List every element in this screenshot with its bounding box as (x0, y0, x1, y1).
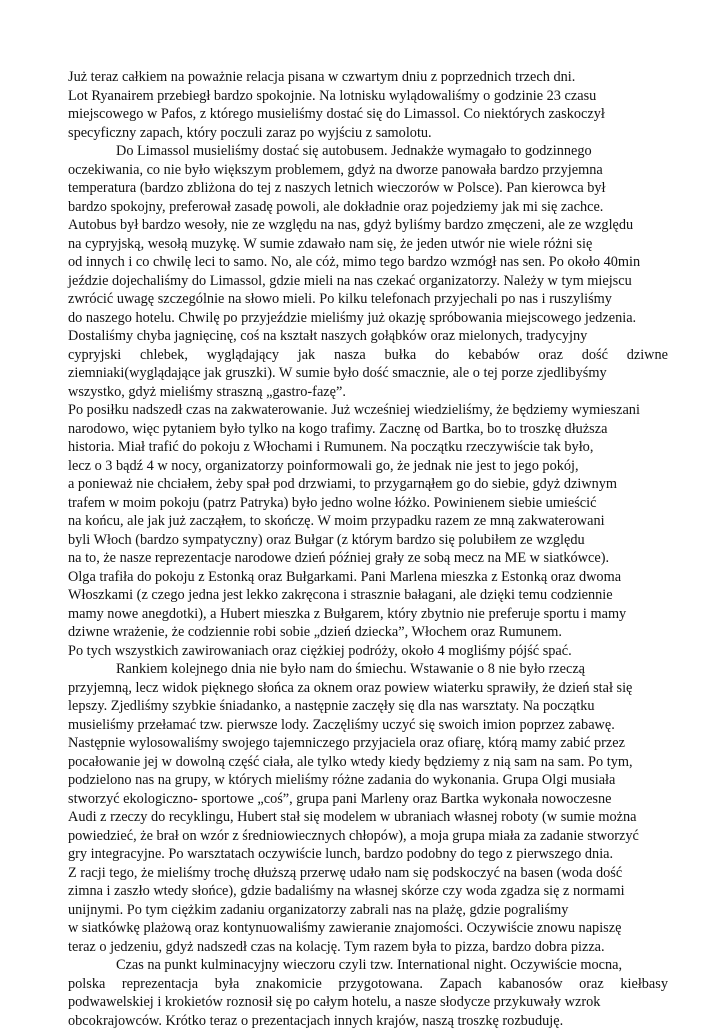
text-line: zwrócić uwagę szczególnie na słowo mieli. Po kilku telefonach przyjechali po nas i ruszyliśmy (68, 290, 668, 309)
text-line: cypryjski chlebek, wyglądający jak nasza bułka do kebabów oraz dość dziwne (68, 346, 668, 365)
text-line: przyjemną, lecz widok pięknego słońca za oknem oraz powiew wiaterku sprawiły, że dzień stał się (68, 679, 668, 698)
text-line: podwawelskiej i krokietów roznosił się po całym hotelu, a nasze słodycze przykuwały wzrok (68, 993, 668, 1012)
text-line: Włoszkami (z czego jedna jest lekko zakręcona i strasznie bałagani, ale dzięki temu codziennie (68, 586, 668, 605)
text-line: teraz o jedzeniu, gdyż nadszedł czas na kolację. Tym razem była to pizza, bardzo dobra pizza. (68, 938, 668, 957)
text-line: powiedzieć, że brał on wzór z średniowiecznych chłopów), a moja grupa miała za zadanie stworzyć (68, 827, 668, 846)
text-line: narodowo, więc pytaniem było tylko na kogo trafimy. Zacznę od Bartka, bo to troszkę dłuższa (68, 420, 668, 439)
text-line: byli Włoch (bardzo sympatyczny) oraz Bułgar (z którym bardzo się polubiłem ze względu (68, 531, 668, 550)
text-line: Audi z rzeczy do recyklingu, Hubert stał się modelem w ubraniach własnej roboty (w sumie można (68, 808, 668, 827)
text-line: bardzo spokojny, preferował zasadę powoli, ale dokładnie oraz pojedziemy jak mi się zachce. (68, 198, 668, 217)
text-line: do naszego hotelu. Chwilę po przyjeździe mieliśmy już okazję spróbowania miejscowego jedzenia. (68, 309, 668, 328)
text-line: jeździe dojechaliśmy do Limassol, gdzie mieli na nas czekać organizatorzy. Należy w tym miejscu (68, 272, 668, 291)
text-line: temperatura (bardzo zbliżona do tej z naszych letnich wieczorów w Polsce). Pan kierowca był (68, 179, 668, 198)
document-body (68, 68, 668, 1030)
text-line: Po posiłku nadszedł czas na zakwaterowanie. Już wcześniej wiedzieliśmy, że będziemy wymieszani (68, 401, 668, 420)
text-line: specyficzny zapach, który poczuli zaraz po wyjściu z samolotu. (68, 124, 668, 143)
text-line: polska reprezentacja była znakomicie przygotowana. Zapach kabanosów oraz kiełbasy (68, 975, 668, 994)
text-line: Autobus był bardzo wesoły, nie ze względu na nas, gdyż byliśmy bardzo zmęczeni, ale ze względu (68, 216, 668, 235)
text-line: lepszy. Zjedliśmy szybkie śniadanko, a następnie zaczęły się dla nas warsztaty. Na początku (68, 697, 668, 716)
text-line: wszystko, gdyż mieliśmy straszną „gastro-fazę”. (68, 383, 668, 402)
text-line: Czas na punkt kulminacyjny wieczoru czyli tzw. International night. Oczywiście mocna, (68, 956, 668, 975)
text-line: oczekiwania, co nie było większym problemem, gdyż na dworze panowała bardzo przyjemna (68, 161, 668, 180)
text-line: lecz o 3 bądź 4 w nocy, organizatorzy poinformowali go, że jednak nie jest to jego pokój, (68, 457, 668, 476)
text-line: Lot Ryanairem przebiegł bardzo spokojnie. Na lotnisku wylądowaliśmy o godzinie 23 czasu (68, 87, 668, 106)
text-line: dziwne wrażenie, że codziennie robi sobie „dzień dziecka”, Włochem oraz Rumunem. (68, 623, 668, 642)
text-line: Olga trafiła do pokoju z Estonką oraz Bułgarkami. Pani Marlena mieszka z Estonką oraz dwoma (68, 568, 668, 587)
text-line: trafem w moim pokoju (patrz Patryka) było jedno wolne łóżko. Powinienem siebie umieścić (68, 494, 668, 513)
text-line: zimna i zaszło wtedy słońce), gdzie badaliśmy na własnej skórze czy woda zgadza się z normami (68, 882, 668, 901)
text-line: musieliśmy przełamać tzw. pierwsze lody. Zaczęliśmy uczyć się swoich imion poprzez zabawę. (68, 716, 668, 735)
text-line: unijnymi. Po tym ciężkim zadaniu organizatorzy zabrali nas na plażę, gdzie pograliśmy (68, 901, 668, 920)
text-line: gry integracyjne. Po warsztatach oczywiście lunch, bardzo podobny do tego z pierwszego dnia. (68, 845, 668, 864)
text-line: stworzyć ekologiczno- sportowe „coś”, grupa pani Marleny oraz Bartka wykonała nowoczesne (68, 790, 668, 809)
text-line: w siatkówkę plażową oraz kontynuowaliśmy zawieranie znajomości. Oczywiście znowu napiszę (68, 919, 668, 938)
text-line: na to, że nasze reprezentacje narodowe dzień później grały ze sobą mecz na ME w siatkówce). (68, 549, 668, 568)
text-line: Rankiem kolejnego dnia nie było nam do śmiechu. Wstawanie o 8 nie było rzeczą (68, 660, 668, 679)
text-line: Dostaliśmy chyba jagnięcinę, coś na kształt naszych gołąbków oraz mielonych, tradycyjny (68, 327, 668, 346)
text-line: podzielono nas na grupy, w których mieliśmy różne zadania do wykonania. Grupa Olgi musiała (68, 771, 668, 790)
text-line: miejscowego w Pafos, z którego musieliśmy dostać się do Limassol. Co niektórych zaskoczył (68, 105, 668, 124)
text-line: Z racji tego, że mieliśmy trochę dłuższą przerwę udało nam się podskoczyć na basen (woda dość (68, 864, 668, 883)
text-line: od innych i co chwilę leci to samo. No, ale cóż, mimo tego bardzo wzmógł nas sen. Po około 40min (68, 253, 668, 272)
text-line: obcokrajowców. Krótko teraz o prezentacjach innych krajów, naszą troszkę rozbuduję. (68, 1012, 668, 1030)
text-line: ziemniaki(wyglądające jak gruszki). W sumie było dość smacznie, ale o tej porze zjedlibyśmy (68, 364, 668, 383)
text-line: na końcu, ale jak już zacząłem, to skończę. W moim przypadku razem ze mną zakwaterowani (68, 512, 668, 531)
text-line: historia. Miał trafić do pokoju z Włochami i Rumunem. Na początku rzeczywiście tak było, (68, 438, 668, 457)
text-line: Do Limassol musieliśmy dostać się autobusem. Jednakże wymagało to godzinnego (68, 142, 668, 161)
text-line: pocałowanie jej w dowolną część ciała, ale tylko wtedy kiedy będziemy z nią sam na sam. Po tym, (68, 753, 668, 772)
text-line: Po tych wszystkich zawirowaniach oraz ciężkiej podróży, około 4 mogliśmy pójść spać. (68, 642, 668, 661)
text-line: Następnie wylosowaliśmy swojego tajemniczego przyjaciela oraz ofiarę, którą mamy zabić przez (68, 734, 668, 753)
text-line: mamy nowe anegdotki), a Hubert mieszka z Bułgarem, który zbytnio nie preferuje sportu i mamy (68, 605, 668, 624)
text-line: Już teraz całkiem na poważnie relacja pisana w czwartym dniu z poprzednich trzech dni. (68, 68, 668, 87)
text-line: a ponieważ nie chciałem, żeby spał pod drzwiami, to przygarnąłem go do siebie, gdyż dziwnym (68, 475, 668, 494)
text-line: na cypryjską, wesołą muzykę. W sumie zdawało nam się, że jeden utwór nie wiele różni się (68, 235, 668, 254)
